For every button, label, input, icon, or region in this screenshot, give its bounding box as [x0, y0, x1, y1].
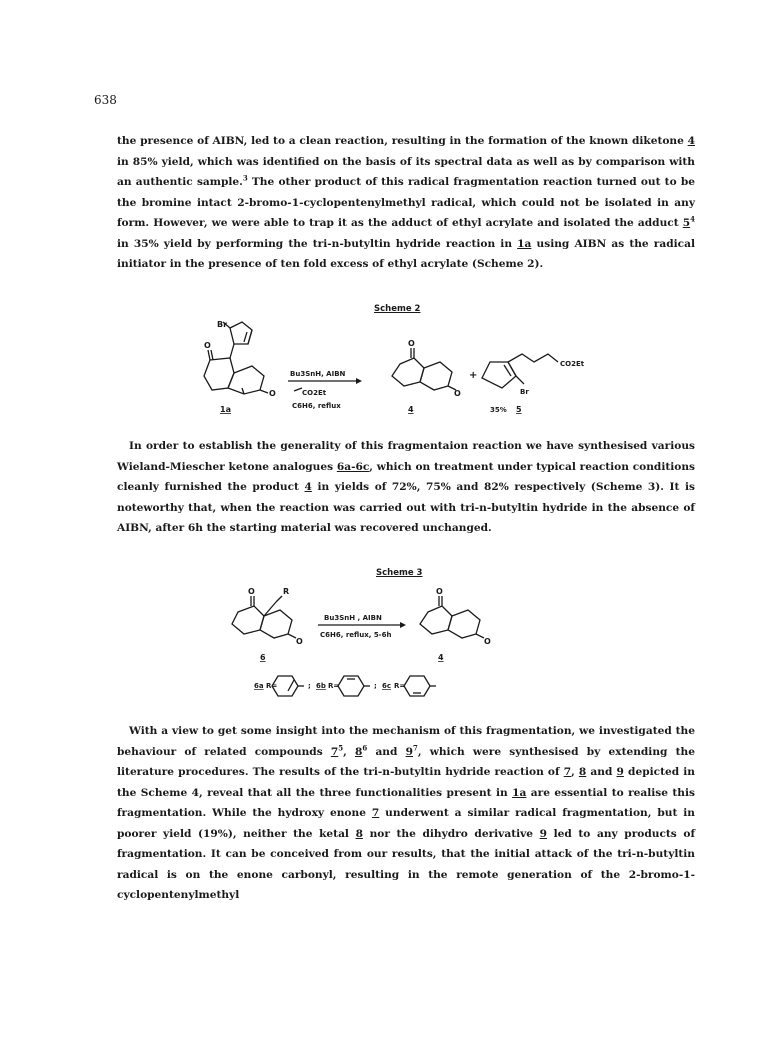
scheme-2-diagram: [190, 318, 630, 418]
scheme-2-co2et: CO2Et: [560, 360, 585, 368]
compound-4-structure-s3: [420, 596, 484, 638]
scheme-3-r-eq-b: R=: [328, 682, 340, 690]
scheme-2-plus: +: [469, 370, 478, 381]
scheme-3-reagent-2: C6H6, reflux, 5-6h: [320, 631, 392, 639]
scheme-3-label-6c: 6c: [382, 682, 392, 690]
scheme-3-o-label-2: O: [296, 637, 303, 646]
scheme-2-o-label-1: O: [204, 341, 211, 350]
compound-ref-4b: 4: [304, 481, 312, 493]
citation-3: 3: [242, 173, 248, 183]
compound-1a-structure: [204, 322, 268, 394]
compound-6-structure: [232, 596, 296, 638]
compound-ref-5: 5: [682, 217, 691, 229]
scheme-3-sep-2: ;: [374, 682, 377, 690]
scheme-2-o-label-4: O: [454, 389, 461, 398]
scheme-2-label-4: 4: [408, 405, 414, 414]
compound-4-structure: [392, 348, 456, 390]
compound-ref-9: 9: [405, 745, 413, 758]
compound-ref-1a-b: 1a: [512, 786, 527, 799]
citation-6: 6: [362, 742, 368, 752]
scheme-3-o-label-1: O: [248, 587, 255, 596]
paragraph-3: With a view to get some insight into the mechanism of this fragmentation, we investigated the behaviour of related compounds $7^5$, $8^6$ and $9^7$, which were synthesised by extending the literature procedures. The results of the tri-n-butyltin hydride reaction of 7, 8 and 9 depicted in the Scheme 4, reveal that all the three functionalities present in 1a are essential to realise this fragmentation. While the hydroxy enone 7 underwent a similar radical fragmentation, but in poorer yield (19%), neither the ketal 8 nor the dihydro derivative 9 led to any products of fragmentation. It can be conceived from our results, that the initial attack of the tri-n-butyltin radical is on the enone carbonyl, resulting in the remote generation of the 2-bromo-1-cyclopentenylmethyl: [117, 725, 696, 901]
citation-7: 7: [412, 742, 418, 752]
page-number: 638: [94, 93, 117, 107]
compound-ref-9c: 9: [539, 827, 547, 840]
scheme-3-label-4: 4: [438, 653, 444, 662]
scheme-3-title: Scheme 3: [376, 568, 423, 578]
compound-ref-8c: 8: [355, 827, 363, 840]
paragraph-2: In order to establish the generality of this fragmentaion reaction we have synthesised various Wieland-Miescher ketone analogues 6a-6c, which on treatment under typical reaction conditions cleanly furnished the product 4 in yields of 72%, 75% and 82% respectively (Scheme 3). It is noteworthy that, when the reaction was carried out with tri-n-butyltin hydride in the absence of AIBN, after 6h the starting material was recovered unchanged.: [117, 440, 695, 534]
scheme-3-r-label: R: [283, 587, 290, 596]
scheme-3-r-eq-c: R=: [394, 682, 406, 690]
scheme-3-reagent-1: Bu3SnH , AIBN: [324, 614, 382, 622]
compound-ref-7: 7: [330, 745, 339, 758]
scheme-2-reagent-3: C6H6, reflux: [292, 402, 341, 410]
scheme-2-reagent-2: CO2Et: [302, 389, 327, 397]
scheme-2-label-5: 5: [516, 405, 522, 414]
scheme-3-o-label-3: O: [436, 587, 443, 596]
compound-ref-7c: 7: [371, 807, 380, 819]
scheme-3-label-6b: 6b: [316, 682, 326, 690]
compound-5-structure: [482, 354, 558, 388]
compound-ref-6a-6c: 6a-6c: [336, 460, 370, 473]
compound-ref-8b: 8: [578, 766, 587, 778]
scheme-3-o-label-4: O: [484, 637, 491, 646]
scheme-3-label-6: 6: [260, 653, 266, 662]
compound-ref-4: 4: [687, 135, 695, 147]
scheme-3-diagram: [220, 580, 550, 700]
scheme-2-br-product: Br: [520, 388, 529, 396]
scheme-2-title: Scheme 2: [374, 304, 421, 314]
scheme-2-yield: 35%: [490, 406, 507, 414]
citation-5: 5: [338, 742, 344, 752]
paragraph-1: the presence of AIBN, led to a clean reaction, resulting in the formation of the known diketone 4 in 85% yield, which was identified on the basis of its spectral data as well as by comparison with an authentic sample.$^3$ The other product of this radical fragmentation reaction turned out to be the bromine intact 2-bromo-1-cyclopentenylmethyl radical, which could not be isolated in any form. However, we were able to trap it as the adduct of ethyl acrylate and isolated the adduct $5^4$ in 35% yield by performing the tri-n-butyltin hydride reaction in 1a using AIBN as the radical initiator in the presence of ten fold excess of ethyl acrylate (Scheme 2).: [117, 135, 696, 270]
scheme-2-o-label-3: O: [408, 339, 415, 348]
scheme-3-sep-1: ;: [308, 682, 311, 690]
compound-ref-9b: 9: [616, 766, 624, 778]
scheme-3-r-eq-a: R=: [266, 682, 278, 690]
scheme-3-label-6a: 6a: [254, 682, 264, 690]
citation-4: 4: [690, 214, 695, 224]
scheme-2-label-1a: 1a: [220, 405, 231, 414]
scheme-2-o-label-2: O: [269, 389, 276, 398]
compound-ref-7b: 7: [563, 766, 572, 778]
compound-ref-1a: 1a: [517, 237, 532, 250]
scheme-2-reagent-1: Bu3SnH, AIBN: [290, 370, 346, 378]
compound-ref-8: 8: [355, 745, 363, 758]
scheme-2-br-label: Br: [217, 320, 228, 329]
